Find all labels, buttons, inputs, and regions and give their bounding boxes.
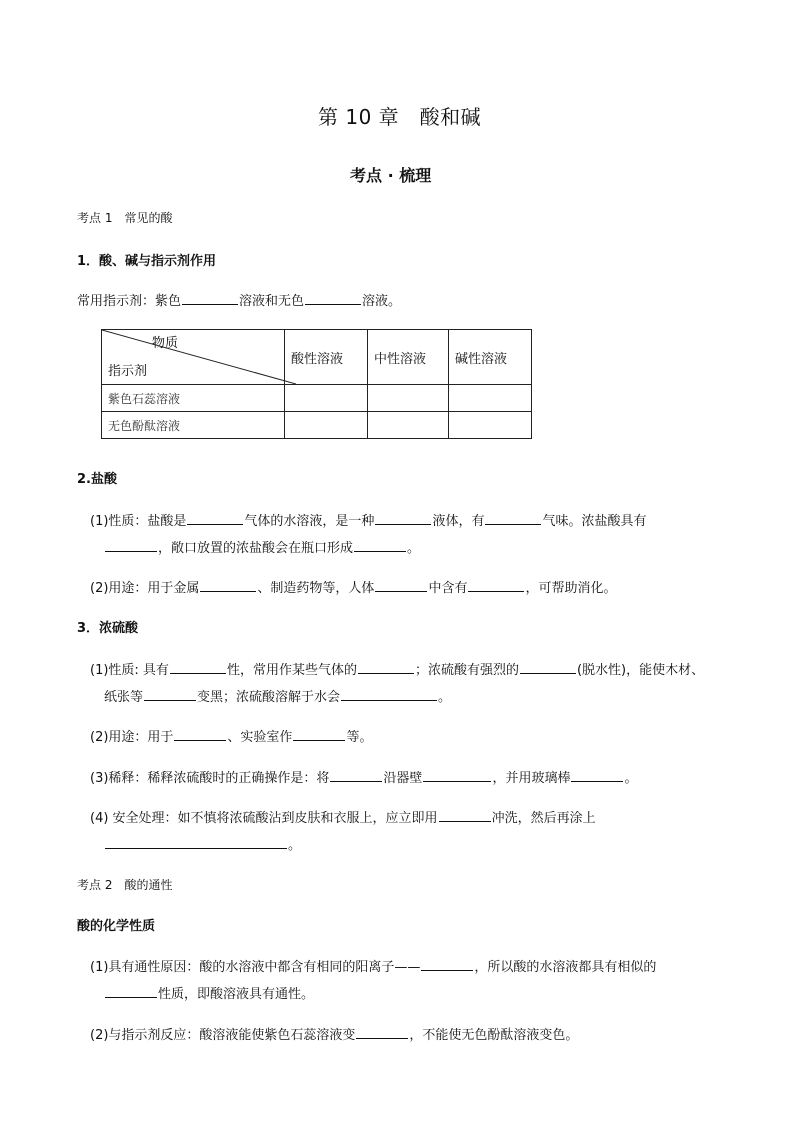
answer-blank[interactable] (105, 836, 287, 849)
table-cell[interactable] (368, 385, 449, 412)
table-row (102, 385, 532, 412)
s2-heading: 2.盐酸 (77, 472, 117, 487)
table-header-row (102, 330, 532, 385)
table-cell[interactable] (449, 385, 532, 412)
corner-top-label: 物质 (152, 336, 179, 351)
indicator-table (101, 329, 532, 439)
answer-blank[interactable] (341, 688, 437, 701)
acid-indicator-line: (2)与指示剂反应：酸溶液能使紫色石蕊溶液变 ，不能使无色酚酞溶液变色。 (90, 1028, 579, 1043)
answer-blank[interactable] (105, 539, 157, 552)
answer-blank[interactable] (520, 661, 576, 674)
answer-blank[interactable] (358, 661, 414, 674)
h2so4-property-line2: 纸张等 变黑；浓硫酸溶解于水会 。 (104, 690, 452, 705)
table-cell[interactable] (368, 412, 449, 439)
kaodian-2-heading: 考点 2 酸的通性 (77, 878, 173, 892)
hcl-property-line2: ，敞口放置的浓盐酸会在瓶口形成 。 (104, 537, 420, 556)
answer-blank[interactable] (293, 728, 345, 741)
row-label: 无色酚酞溶液 (102, 412, 285, 439)
kaodian-1-heading: 考点 1 常见的酸 (77, 211, 173, 225)
section-subtitle: 考点 · 梳理 (350, 166, 432, 185)
h2so4-dilute-line: (3)稀释：稀释浓硫酸时的正确操作是：将 沿器壁 ，并用玻璃棒 。 (90, 771, 638, 786)
column-header: 酸性溶液 (285, 330, 368, 385)
answer-blank[interactable] (356, 1026, 408, 1039)
answer-blank[interactable] (421, 958, 473, 971)
answer-blank[interactable] (423, 769, 491, 782)
answer-blank[interactable] (375, 579, 427, 592)
h2so4-property-line1: (1)性质: 具有 性，常用作某些气体的 ；浓硫酸有强烈的 (脱水性)，能使木材、 (90, 663, 705, 678)
answer-blank[interactable] (187, 512, 243, 525)
acid-common-line1: (1)具有通性原因：酸的水溶液中都含有相同的阳离子—— ，所以酸的水溶液都具有相似的 (90, 960, 657, 975)
h2so4-use-line: (2)用途：用于 、实验室作 等。 (90, 730, 373, 745)
table-cell[interactable] (285, 385, 368, 412)
answer-blank[interactable] (105, 985, 157, 998)
answer-blank[interactable] (200, 579, 256, 592)
table-corner-cell (102, 330, 285, 385)
answer-blank[interactable] (354, 539, 406, 552)
table-cell[interactable] (449, 412, 532, 439)
row-label: 紫色石蕊溶液 (102, 385, 285, 412)
corner-bottom-label: 指示剂 (108, 364, 148, 379)
s1-heading: 1．酸、碱与指示剂作用 (77, 254, 217, 269)
answer-blank[interactable] (468, 579, 524, 592)
answer-blank[interactable] (170, 661, 226, 674)
s3-heading: 3．浓硫酸 (77, 621, 139, 636)
column-header: 中性溶液 (368, 330, 449, 385)
answer-blank[interactable] (439, 809, 491, 822)
answer-blank[interactable] (571, 769, 623, 782)
answer-blank[interactable] (174, 728, 226, 741)
answer-blank[interactable] (375, 512, 431, 525)
hcl-use-line: (2)用途：用于金属 、制造药物等，人体 中含有 ，可帮助消化。 (90, 581, 617, 596)
indicator-line: 常用指示剂：紫色 溶液和无色 溶液。 (77, 294, 402, 309)
answer-blank[interactable] (330, 769, 382, 782)
s4-heading: 酸的化学性质 (77, 919, 156, 934)
acid-common-line2: 性质，即酸溶液具有通性。 (104, 983, 314, 1002)
answer-blank[interactable] (485, 512, 541, 525)
hcl-property-line1: (1)性质：盐酸是 气体的水溶液，是一种 液体，有 气味。浓盐酸具有 (90, 514, 647, 529)
table-cell[interactable] (285, 412, 368, 439)
answer-blank[interactable] (305, 292, 361, 305)
chapter-title: 第 10 章 酸和碱 (318, 105, 482, 129)
h2so4-safety-line2: 。 (104, 834, 301, 853)
table-row (102, 412, 532, 439)
h2so4-safety-line1: (4) 安全处理：如不慎将浓硫酸沾到皮肤和衣服上，应立即用 冲洗，然后再涂上 (90, 811, 596, 826)
answer-blank[interactable] (182, 292, 238, 305)
answer-blank[interactable] (144, 688, 196, 701)
column-header: 碱性溶液 (449, 330, 532, 385)
